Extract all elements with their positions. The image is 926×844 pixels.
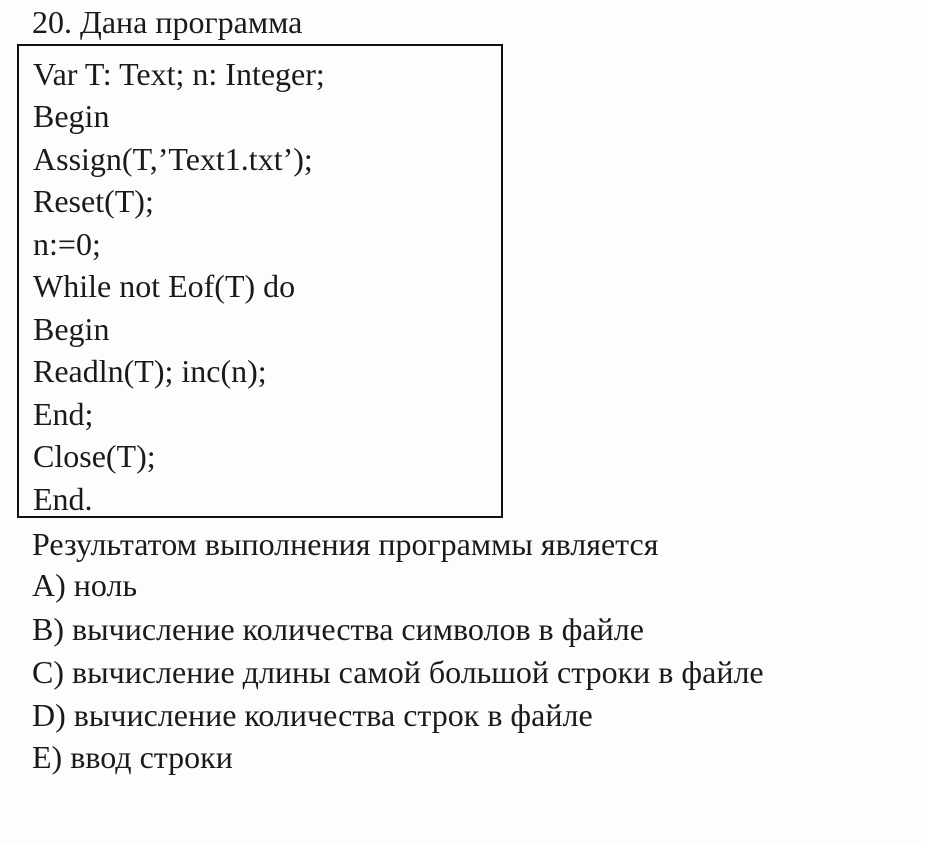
code-line: End;	[33, 396, 94, 432]
code-line: Var T: Text; n: Integer;	[33, 56, 325, 92]
answer-option-c: C) вычисление длины самой большой строки в файле	[32, 654, 764, 690]
code-line: End.	[33, 481, 93, 517]
code-line: Readln(T); inc(n);	[33, 353, 267, 389]
answer-option-b: B) вычисление количества символов в файле	[32, 611, 644, 647]
answer-option-d: D) вычисление количества строк в файле	[32, 697, 593, 733]
code-line: Begin	[33, 311, 110, 347]
code-line: Begin	[33, 98, 110, 134]
question-prompt: Результатом выполнения программы является	[32, 526, 659, 562]
code-box	[17, 44, 503, 518]
question-title: 20. Дана программа	[32, 4, 303, 40]
answer-option-e: E) ввод строки	[32, 739, 233, 775]
code-line: Assign(T,’Text1.txt’);	[33, 141, 313, 177]
code-line: Close(T);	[33, 438, 156, 474]
code-line: n:=0;	[33, 226, 101, 262]
answer-option-a: A) ноль	[32, 567, 138, 603]
code-line: Reset(T);	[33, 183, 154, 219]
code-line: While not Eof(T) do	[33, 268, 296, 304]
